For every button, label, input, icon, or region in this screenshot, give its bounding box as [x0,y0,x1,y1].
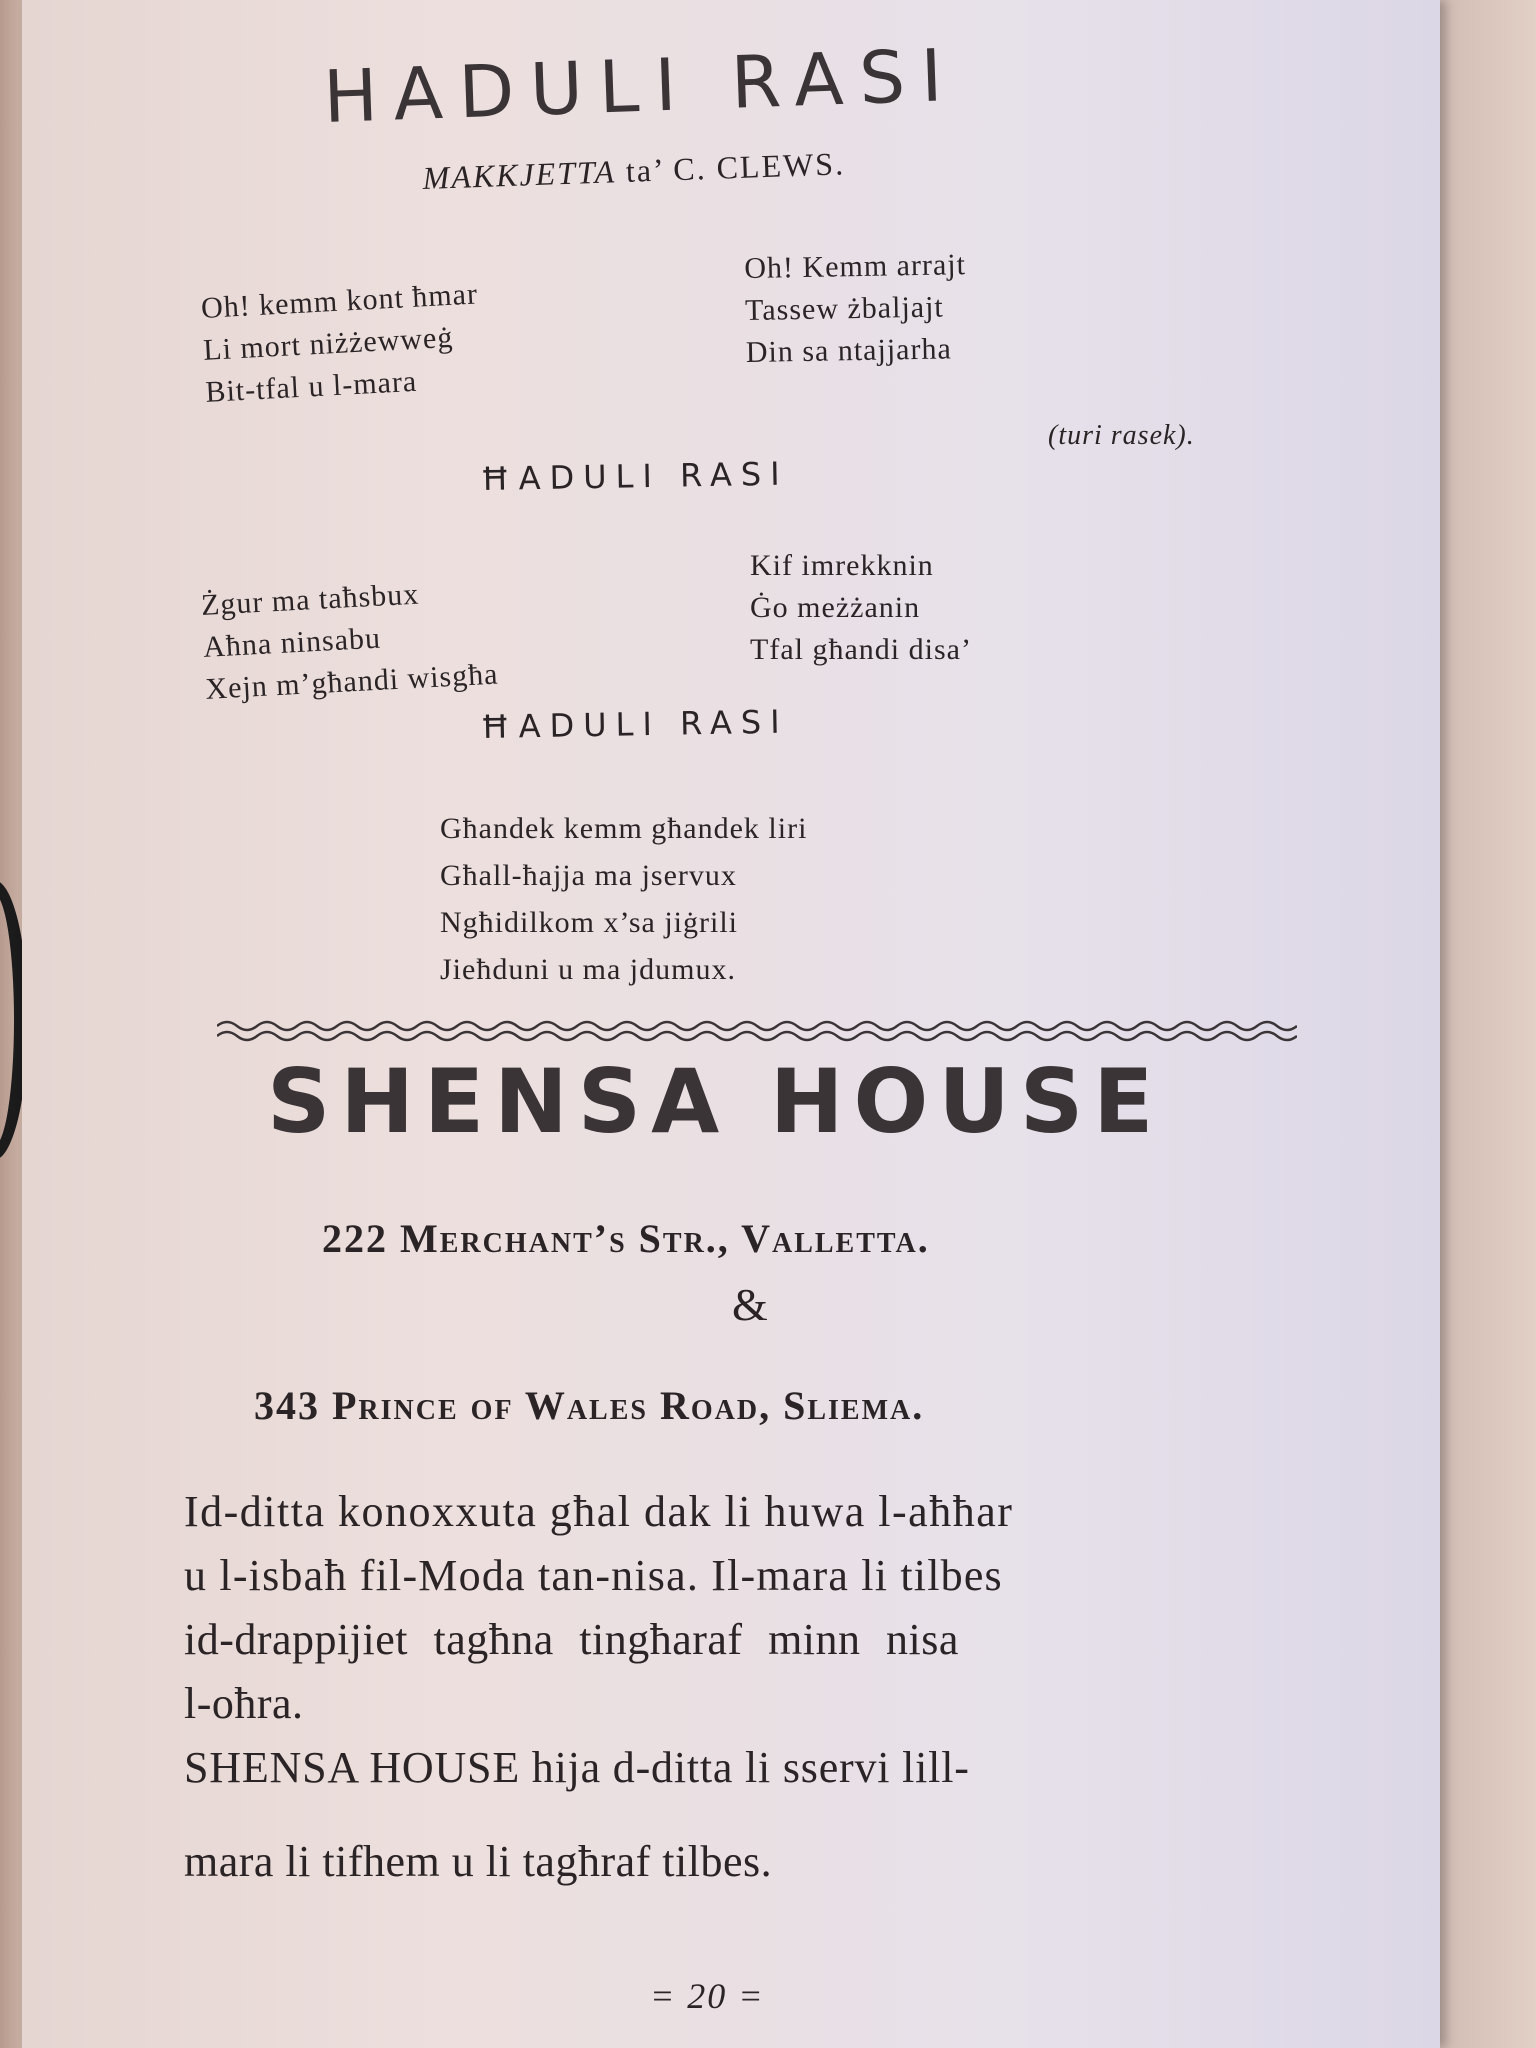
verse-line: Jieħduni u ma jdumux. [440,953,736,986]
poem-title: HADULI RASI [322,32,960,139]
verse-line: Tassew żbaljajt [744,290,945,327]
book-page [22,0,1440,2048]
author-suffix: ta’ C. CLEWS. [625,145,846,189]
verse-line: Tfal għandi disa’ [750,633,972,666]
stanza2-left [200,570,499,711]
body-line: SHENSA HOUSE hija d-ditta li sservi lill- [184,1743,970,1792]
refrain: ĦADULI RASI [480,702,789,746]
facing-page-edge [1440,0,1536,2048]
verse-line: Għandek kemm għandek liri [440,812,808,845]
verse-line: Kif imrekknin [750,549,934,582]
address-sliema: 343 Prince of Wales Road, Sliema. [254,1383,925,1428]
advert-body [184,1480,1013,1894]
verse-line: Li mort niżżewweġ [202,320,455,367]
verse-line: Ngħidilkom x’sa jiġrili [440,906,738,939]
verse-line: Oh! kemm kont ħmar [200,277,479,325]
body-line: l-oħra. [184,1679,304,1728]
body-line: u l-isbaħ fil-Moda tan-nisa. Il-mara li tilbes [184,1551,1003,1600]
stanza1-right [744,244,968,374]
page-number: = 20 = [650,1976,765,2016]
author-prefix: MAKKJETTA [422,153,617,196]
address-valletta: 222 Merchant’s Str., Valletta. [322,1216,930,1261]
poem-author [422,145,846,197]
body-line: mara li tifhem u li tagħraf tilbes. [184,1837,773,1886]
verse-line: Ġo meżżanin [750,591,921,624]
verse-line: Bit-tfal u l-mara [204,364,418,409]
verse-line: Din sa ntajjarha [745,332,953,369]
shop-name: SHENSA HOUSE [267,1050,1164,1153]
body-line: id-drappijiet tagħna tingħaraf minn nisa [184,1615,959,1664]
stanza2-right [750,545,972,671]
refrain: ĦADULI RASI [480,454,789,498]
verse-line: Xejn m’għandi wisgħa [204,657,500,706]
stage-direction: (turi rasek). [1048,420,1195,451]
ampersand: & [732,1279,768,1330]
stanza3 [440,805,807,993]
verse-line: Oh! Kemm arrajt [744,248,967,285]
wavy-divider [217,1012,1297,1052]
body-line: Id-ditta konoxxuta għal dak li huwa l-aħħar [184,1487,1014,1536]
stanza1-left [200,273,483,413]
verse-line: Aħna ninsabu [202,621,382,664]
verse-line: Għall-ħajja ma jservux [440,859,737,892]
verse-line: Żgur ma taħsbux [200,577,420,622]
